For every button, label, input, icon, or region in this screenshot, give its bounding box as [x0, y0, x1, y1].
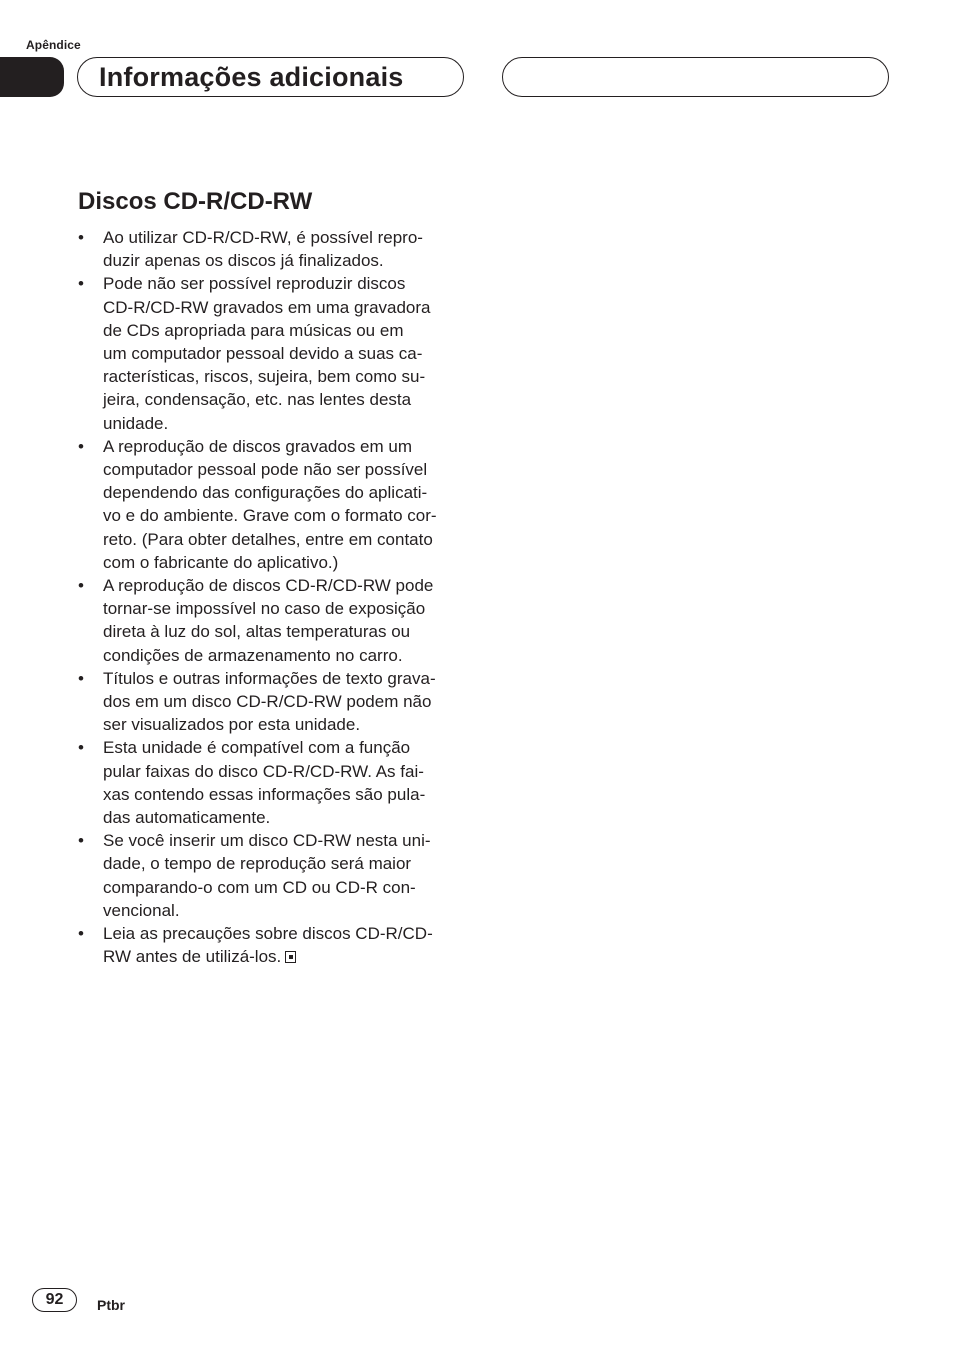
- list-item-line: CD-R/CD-RW gravados em uma gravadora: [103, 297, 431, 317]
- bullet-icon: •: [78, 274, 84, 294]
- bullet-icon: •: [78, 668, 84, 688]
- list-item-line: duzir apenas os discos já finalizados.: [103, 251, 384, 271]
- bullet-icon: •: [78, 436, 84, 456]
- end-of-section-icon: [285, 951, 296, 963]
- list-item: [78, 272, 470, 434]
- list-item-line: de CDs apropriada para músicas ou em: [103, 320, 404, 340]
- list-item-line: computador pessoal pode não ser possível: [103, 460, 428, 480]
- section-tab-marker: [0, 57, 64, 97]
- list-item: [78, 226, 470, 272]
- bullet-icon: •: [78, 228, 84, 247]
- bullet-list: [78, 226, 470, 969]
- list-item-line: Esta unidade é compatível com a função: [103, 738, 411, 758]
- list-item-line: condições de armazenamento no carro.: [103, 645, 403, 665]
- list-item-line: A reprodução de discos CD-R/CD-RW pode: [103, 576, 434, 596]
- list-item: [78, 574, 470, 667]
- list-item-line: reto. (Para obter detalhes, entre em contato: [103, 529, 433, 549]
- bullet-icon: •: [78, 738, 84, 758]
- list-item-line: tornar-se impossível no caso de exposição: [103, 599, 426, 619]
- list-item-line: dade, o tempo de reprodução será maior: [103, 854, 412, 874]
- header-title-box: [77, 57, 464, 97]
- list-item-line: um computador pessoal devido a suas ca-: [103, 344, 423, 364]
- language-label: Ptbr: [97, 1297, 125, 1313]
- list-item-line: dos em um disco CD-R/CD-RW podem não: [103, 692, 432, 712]
- list-item-line: Leia as precauções sobre discos CD-R/CD-: [103, 924, 433, 944]
- list-item-line: dependendo das configurações do aplicati-: [103, 483, 428, 503]
- bullet-icon: •: [78, 576, 84, 596]
- page-title: Informações adicionais: [99, 62, 404, 92]
- list-item-line: xas contendo essas informações são pula-: [103, 784, 426, 804]
- list-item-line: A reprodução de discos gravados em um: [103, 436, 413, 456]
- section-label: Apêndice: [26, 38, 81, 52]
- list-item-line: vo e do ambiente. Grave com o formato cor-: [103, 506, 437, 526]
- section-heading: Discos CD-R/CD-RW: [78, 188, 313, 215]
- list-item-line-last: [103, 945, 470, 968]
- header-empty-box: [502, 57, 889, 97]
- bullet-icon: •: [78, 831, 84, 851]
- list-item-line: vencional.: [103, 900, 180, 920]
- list-item-line: Se você inserir um disco CD-RW nesta uni-: [103, 831, 431, 851]
- list-item-line: das automaticamente.: [103, 808, 271, 828]
- list-item: [78, 435, 470, 574]
- list-item-line: Pode não ser possível reproduzir discos: [103, 274, 406, 294]
- list-item-line: unidade.: [103, 413, 169, 433]
- list-item: [78, 736, 470, 829]
- list-item-line: direta à luz do sol, altas temperaturas ou: [103, 622, 411, 642]
- list-item-line: Ao utilizar CD-R/CD-RW, é possível repro-: [103, 228, 423, 247]
- bullet-icon: •: [78, 924, 84, 944]
- list-item-line: ser visualizados por esta unidade.: [103, 715, 361, 735]
- list-item: [78, 829, 470, 922]
- list-item-line-text: RW antes de utilizá-los.: [103, 947, 282, 967]
- list-item: [78, 667, 470, 737]
- page-number: 92: [32, 1288, 77, 1312]
- list-item-line: comparando-o com um CD ou CD-R con-: [103, 877, 416, 897]
- list-item-line: com o fabricante do aplicativo.): [103, 552, 339, 572]
- list-item: [78, 922, 470, 968]
- list-item-line: Títulos e outras informações de texto grava-: [103, 668, 436, 688]
- list-item-line: pular faixas do disco CD-R/CD-RW. As fai-: [103, 761, 424, 781]
- list-item-line: racterísticas, riscos, sujeira, bem como su-: [103, 367, 426, 387]
- list-item-line: jeira, condensação, etc. nas lentes desta: [103, 390, 412, 410]
